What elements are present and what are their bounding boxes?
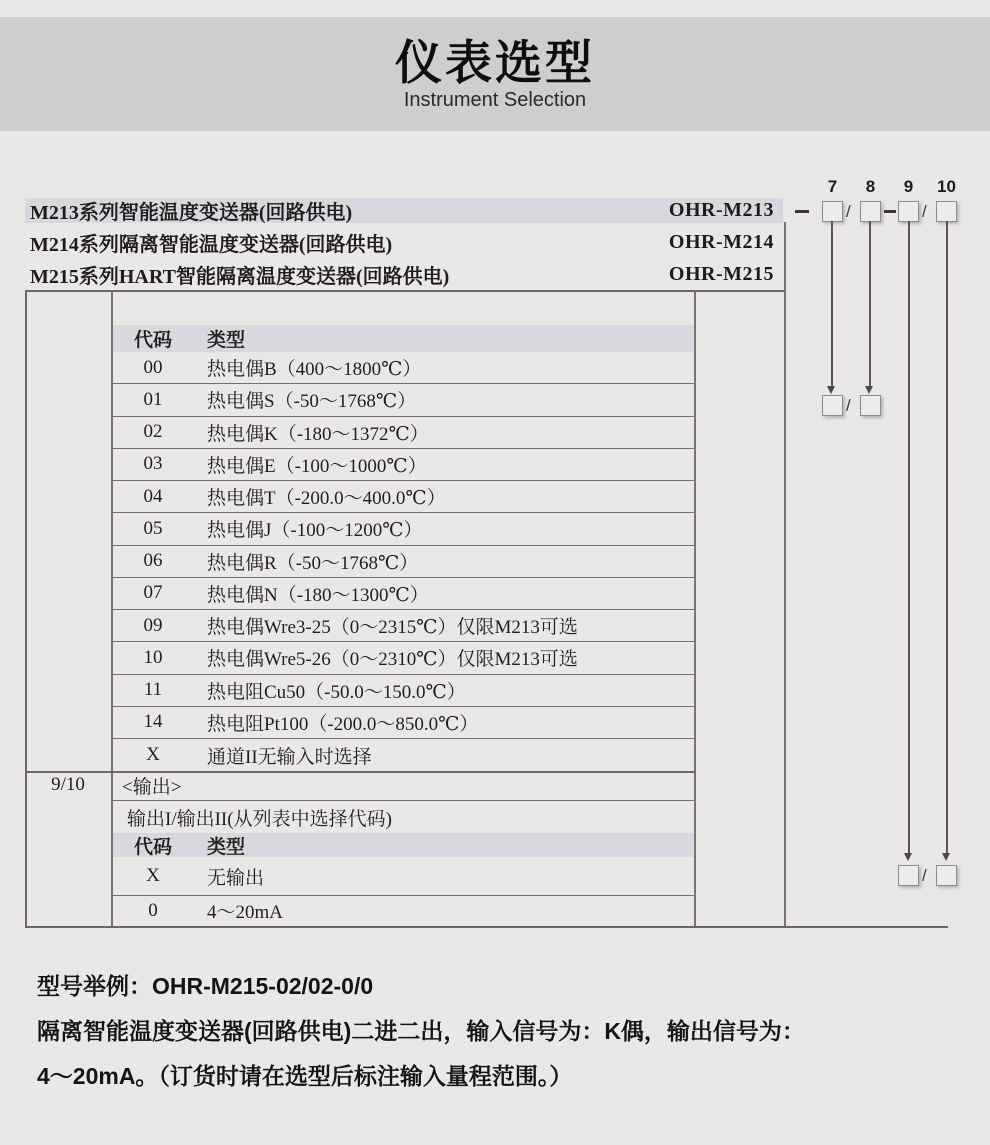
table-row	[113, 384, 694, 416]
table-header-output	[113, 833, 694, 858]
position-number-9: 9	[903, 177, 914, 196]
table-row	[113, 707, 694, 739]
input-code-box-8	[860, 395, 881, 416]
type-cell: 热电偶K（-180～1372℃）	[207, 423, 429, 445]
header-type: 类型	[207, 836, 246, 858]
type-cell: 热电偶S（-50～1768℃）	[207, 391, 417, 413]
example-line: 型号举例：OHR-M215-02/02-0/0	[37, 973, 374, 999]
type-cell: 热电偶Wre3-25（0～2315℃）仅限M213可选	[207, 617, 578, 639]
position-number-8: 8	[865, 177, 876, 196]
table-row	[113, 578, 694, 610]
arrow-line-7	[831, 221, 833, 387]
type-cell: 热电阻Cu50（-50.0～150.0℃）	[207, 681, 466, 703]
model-example	[37, 964, 967, 1099]
header-code: 代码	[133, 330, 172, 351]
output-subtitle: <输出>	[113, 771, 694, 801]
code-box-7	[822, 201, 843, 222]
code-cell: 00	[143, 356, 163, 378]
type-cell: 热电偶Wre5-26（0～2310℃）仅限M213可选	[207, 649, 578, 671]
code-cell: 05	[143, 517, 163, 539]
code-cell: 14	[143, 711, 163, 733]
table-header-input	[113, 325, 694, 352]
code-cell: 10	[143, 646, 163, 668]
series-name: M213系列智能温度变送器(回路供电)	[30, 202, 353, 224]
table-left-border	[25, 290, 27, 928]
table-row	[113, 642, 694, 674]
dash-separator	[795, 210, 809, 213]
arrow-head-7	[827, 386, 835, 394]
table-row	[113, 546, 694, 578]
arrow-head-9	[904, 853, 912, 861]
series-code: OHR-M213	[668, 199, 774, 221]
table-row	[113, 610, 694, 642]
code-cell: 09	[143, 614, 163, 636]
code-cell: 02	[143, 421, 163, 443]
table-row	[113, 481, 694, 513]
table-row	[113, 739, 694, 771]
content-right-divider	[694, 290, 696, 927]
input-type-rows	[113, 352, 694, 771]
code-box-10	[936, 201, 957, 222]
example-line: 4～20mA。（订货时请在选型后标注输入量程范围。）	[37, 1063, 573, 1089]
type-cell: 无输出	[207, 867, 265, 889]
type-cell: 热电偶J（-100～1200℃）	[207, 520, 423, 542]
arrow-line-10	[946, 221, 948, 854]
dash-separator	[884, 210, 896, 213]
code-cell: 01	[143, 388, 163, 410]
series-row-m214	[25, 227, 783, 258]
code-cell: X	[146, 744, 160, 766]
code-cell: 04	[143, 485, 163, 507]
row-label-9-10: 9/10	[51, 774, 85, 795]
table-bottom-border	[25, 926, 948, 928]
type-cell: 热电偶T（-200.0～400.0℃）	[207, 488, 446, 510]
position-number-10: 10	[937, 177, 956, 196]
output-description: 输出I/输出II(从列表中选择代码)	[127, 808, 392, 830]
arrow-head-10	[942, 853, 950, 861]
series-name: M215系列HART智能隔离温度变送器(回路供电)	[30, 265, 450, 288]
type-cell: 热电阻Pt100（-200.0～850.0℃）	[207, 713, 479, 735]
page-subtitle: Instrument Selection	[403, 89, 587, 111]
output-type-rows	[113, 857, 694, 925]
arrow-line-8	[869, 221, 871, 387]
code-cell: 07	[143, 582, 163, 604]
title-band	[0, 17, 990, 131]
table-row	[113, 896, 694, 926]
page-title: 仪表选型	[395, 36, 595, 89]
type-cell: 热电偶B（400～1800℃）	[207, 359, 422, 381]
type-cell: 4～20mA	[207, 902, 284, 923]
series-code: OHR-M215	[668, 262, 774, 285]
output-code-box-10	[936, 865, 957, 886]
table-row	[113, 352, 694, 384]
selection-table	[113, 292, 694, 925]
series-row-m215	[25, 258, 783, 290]
blank-row	[113, 292, 694, 325]
table-row	[113, 417, 694, 449]
table-right-border	[784, 222, 786, 927]
slash-separator: /	[922, 202, 927, 221]
table-row	[113, 449, 694, 481]
arrow-line-9	[908, 221, 910, 854]
example-line: 隔离智能温度变送器(回路供电)二进二出，输入信号为：K偶，输出信号为：	[37, 1018, 805, 1044]
code-box-8	[860, 201, 881, 222]
slash-separator: /	[846, 396, 851, 415]
table-row	[113, 513, 694, 545]
table-row	[113, 675, 694, 707]
code-cell: 06	[143, 550, 163, 572]
type-cell: 热电偶N（-180～1300℃）	[207, 584, 429, 606]
series-code: OHR-M214	[668, 231, 774, 253]
code-cell: 03	[143, 453, 163, 475]
code-cell: 0	[148, 899, 158, 921]
position-number-7: 7	[827, 177, 838, 196]
header-type: 类型	[207, 330, 246, 351]
code-cell: 11	[143, 679, 163, 701]
slash-separator: /	[922, 866, 927, 885]
arrow-head-8	[865, 386, 873, 394]
type-cell: 热电偶R（-50～1768℃）	[207, 552, 419, 574]
header-code: 代码	[133, 836, 172, 858]
series-name: M214系列隔离智能温度变送器(回路供电)	[30, 234, 393, 256]
type-cell: 通道II无输入时选择	[207, 746, 372, 768]
type-cell: 热电偶E（-100～1000℃）	[207, 455, 427, 477]
code-box-9	[898, 201, 919, 222]
series-row-m213	[25, 198, 783, 223]
table-row	[113, 857, 694, 896]
input-code-box-7	[822, 395, 843, 416]
slash-separator: /	[846, 202, 851, 221]
output-code-box-9	[898, 865, 919, 886]
code-cell: X	[146, 865, 160, 886]
